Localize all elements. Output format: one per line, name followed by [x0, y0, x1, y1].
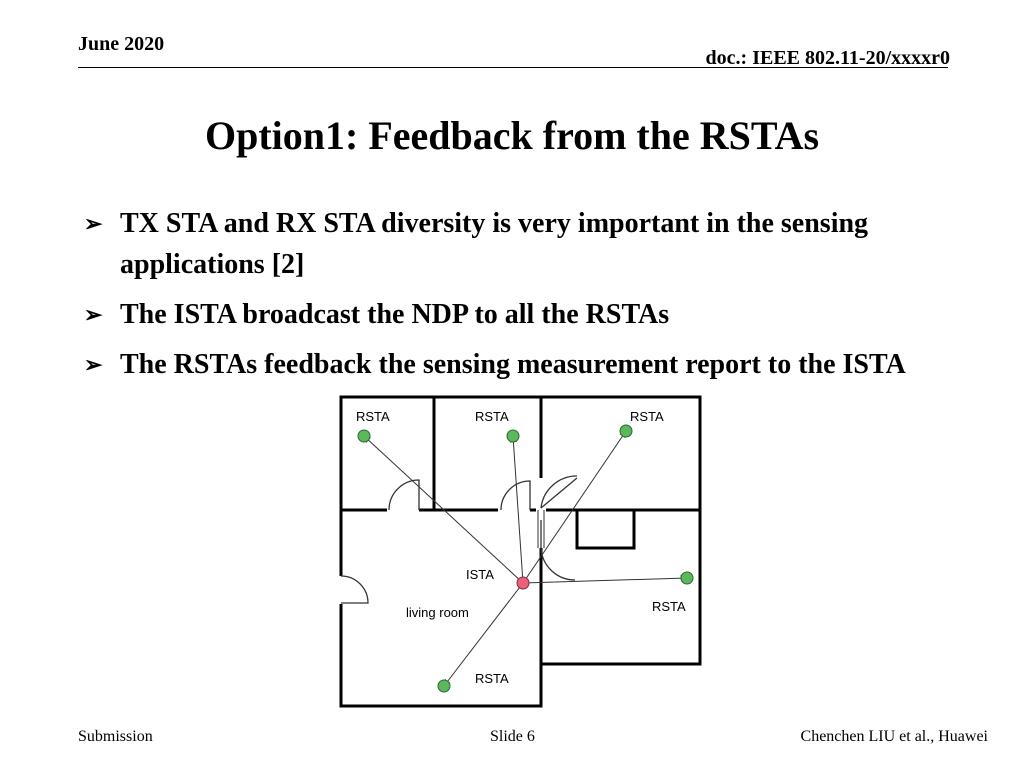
label-ista: ISTA — [466, 567, 494, 582]
bullet-item — [82, 294, 952, 335]
label-rsta-3: RSTA — [630, 409, 664, 424]
rsta-node-3 — [620, 425, 632, 437]
bullet-text: TX STA and RX STA diversity is very important in the sensing applications [2] — [120, 208, 869, 280]
header-doc-id: doc.: IEEE 802.11-20/xxxxr0 — [705, 47, 950, 69]
room-top-right — [541, 397, 700, 510]
arrow-bullet-icon: ➢ — [84, 211, 103, 236]
room-right — [541, 510, 700, 664]
bullet-list — [82, 203, 952, 394]
label-rsta-bottom: RSTA — [475, 671, 509, 686]
bullet-text: The RSTAs feedback the sensing measurement report to the ISTA — [120, 349, 906, 380]
label-living-room: living room — [406, 605, 469, 620]
floor-plan-diagram — [300, 385, 720, 715]
bullet-item — [82, 344, 952, 385]
closet — [577, 510, 634, 548]
rsta-node-bottom — [438, 680, 450, 692]
rsta-node-right — [681, 572, 693, 584]
footer-slide-number: Slide 6 — [490, 728, 535, 745]
arrow-bullet-icon: ➢ — [84, 302, 103, 327]
signal-arrows — [364, 431, 687, 686]
header-date: June 2020 — [78, 33, 165, 55]
arrow-to-rsta-right — [523, 578, 687, 583]
arrow-bullet-icon: ➢ — [84, 352, 103, 377]
ista-node — [517, 577, 529, 589]
bullet-item — [82, 203, 952, 285]
slide-title: Option1: Feedback from the RSTAs — [204, 113, 820, 158]
label-rsta-right: RSTA — [652, 599, 686, 614]
rsta-node-1 — [358, 430, 370, 442]
footer-author: Chenchen LIU et al., Huawei — [800, 728, 988, 745]
header-divider — [78, 67, 948, 68]
label-rsta-2: RSTA — [475, 409, 509, 424]
rsta-node-2 — [507, 430, 519, 442]
footer-submission: Submission — [78, 728, 153, 745]
label-rsta-1: RSTA — [356, 409, 390, 424]
bullet-text: The ISTA broadcast the NDP to all the RSTAs — [120, 299, 670, 330]
